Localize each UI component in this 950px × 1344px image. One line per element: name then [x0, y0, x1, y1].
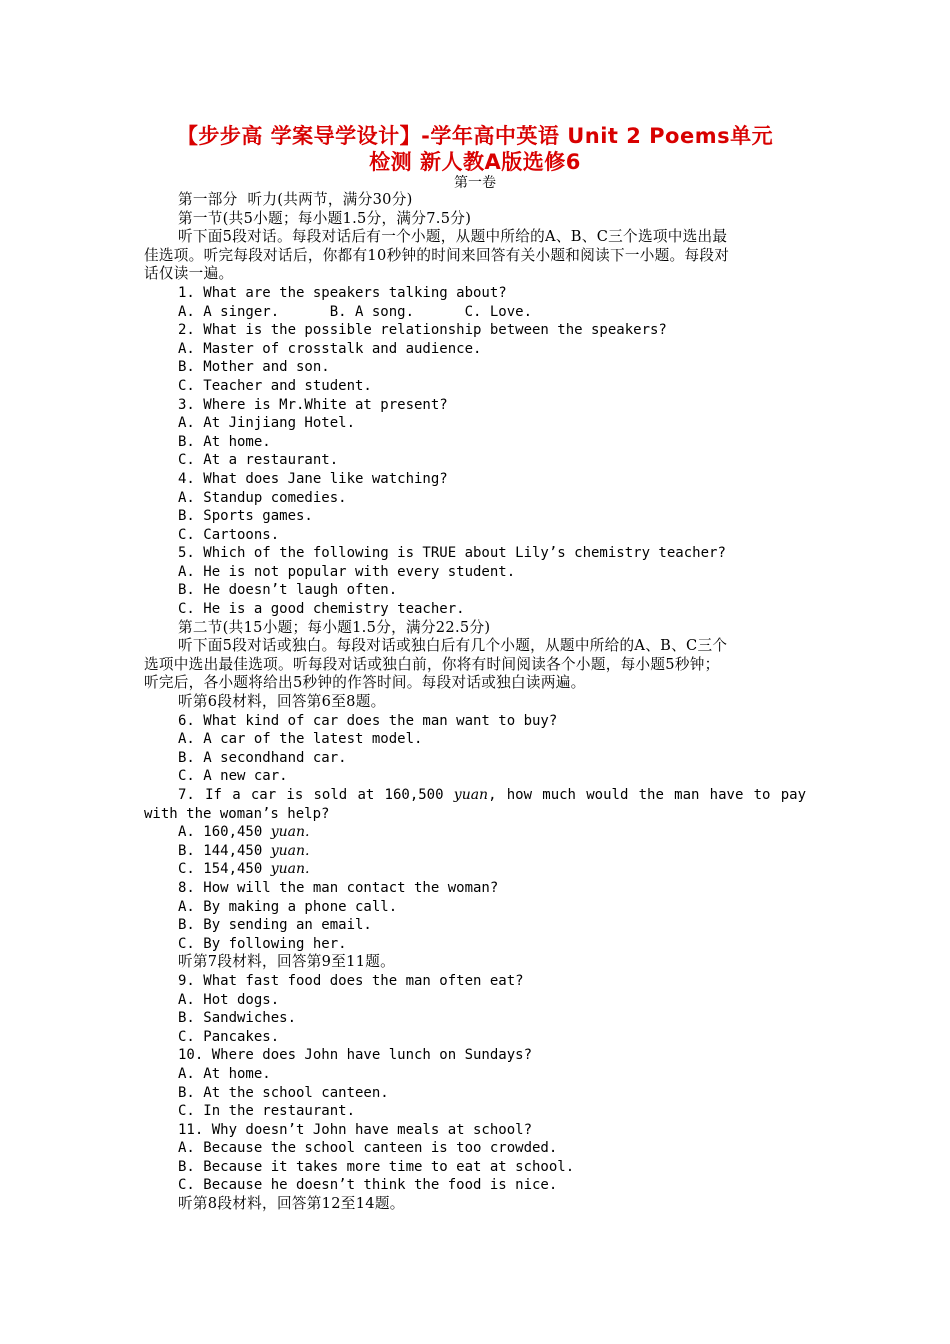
option-a-unit: yuan.	[270, 824, 310, 841]
question-6-option-a: A. A car of the latest model.	[178, 731, 423, 748]
question-10-option-b: B. At the school canteen.	[178, 1084, 389, 1101]
question-6: 6. What kind of car does the man want to buy?	[178, 712, 558, 729]
question-7-option-b	[144, 842, 806, 861]
question-5: 5. Which of the following is TRUE about Lily’s chemistry teacher?	[178, 545, 726, 562]
section1-instructions-1: 听下面5段对话。每段对话后有一个小题，从题中所给的A、B、C三个选项中选出最	[178, 228, 728, 246]
question-2-option-c: C. Teacher and student.	[178, 377, 372, 394]
question-2: 2. What is the possible relationship between the speakers?	[178, 322, 667, 339]
section1-heading: 第一节(共5小题；每小题1.5分，满分7.5分)	[178, 209, 472, 227]
question-9-option-a: A. Hot dogs.	[178, 991, 280, 1008]
part-heading: 第一部分 听力(共两节，满分30分)	[178, 191, 413, 208]
question-7-text-start: 7. If a car is sold at 160,500	[178, 787, 454, 803]
question-4-option-b: B. Sports games.	[178, 508, 313, 525]
material-6-note: 听第6段材料，回答第6至8题。	[178, 693, 386, 711]
question-8-option-b: B. By sending an email.	[178, 917, 372, 934]
question-7-text-end: , how much would the man have to pay	[488, 787, 806, 803]
question-7-option-a	[144, 823, 806, 842]
section2-heading: 第二节(共15小题；每小题1.5分，满分22.5分)	[178, 618, 491, 636]
question-3: 3. Where is Mr.White at present?	[178, 396, 448, 413]
question-7-yuan: yuan	[453, 787, 489, 803]
question-1: 1. What are the speakers talking about?	[178, 284, 507, 301]
question-7-continued: with the woman’s help?	[144, 805, 330, 822]
question-9-option-c: C. Pancakes.	[178, 1028, 280, 1045]
section1-instructions-2: 佳选项。听完每段对话后，你都有10秒钟的时间来回答有关小题和阅读下一小题。每段对	[144, 246, 730, 264]
question-11-option-b: B. Because it takes more time to eat at school.	[178, 1158, 575, 1175]
material-8-note: 听第8段材料，回答第12至14题。	[178, 1195, 405, 1213]
question-10: 10. Where does John have lunch on Sundays?	[178, 1047, 533, 1064]
listening-section	[144, 191, 806, 1214]
question-7-option-c	[144, 860, 806, 879]
question-8-option-a: A. By making a phone call.	[178, 898, 398, 915]
section2-instructions-2: 选项中选出最佳选项。听每段对话或独白前，你将有时间阅读各个小题，每小题5秒钟；	[144, 655, 720, 673]
question-4-option-a: A. Standup comedies.	[178, 489, 347, 506]
question-5-option-c: C. He is a good chemistry teacher.	[178, 601, 465, 618]
question-10-option-c: C. In the restaurant.	[178, 1103, 356, 1120]
question-6-option-b: B. A secondhand car.	[178, 749, 347, 766]
question-3-option-c: C. At a restaurant.	[178, 452, 339, 469]
volume-heading: 第一卷	[454, 175, 496, 191]
question-9: 9. What fast food does the man often eat?	[178, 972, 524, 989]
question-3-option-a: A. At Jinjiang Hotel.	[178, 415, 356, 432]
question-8: 8. How will the man contact the woman?	[178, 879, 499, 896]
option-c-unit: yuan.	[270, 861, 310, 878]
question-8-option-c: C. By following her.	[178, 935, 347, 952]
question-11-option-a: A. Because the school canteen is too crowded.	[178, 1140, 558, 1157]
option-c-amount: C. 154,450	[178, 861, 271, 878]
question-2-option-a: A. Master of crosstalk and audience.	[178, 340, 482, 357]
question-11-option-c: C. Because he doesn’t think the food is nice.	[178, 1177, 558, 1194]
question-3-option-b: B. At home.	[178, 433, 271, 450]
question-4: 4. What does Jane like watching?	[178, 470, 448, 487]
question-5-option-b: B. He doesn’t laugh often.	[178, 582, 398, 599]
question-4-option-c: C. Cartoons.	[178, 526, 280, 543]
document-title-line-1: 【步步高 学案导学设计】-学年高中英语 Unit 2 Poems单元	[176, 124, 774, 148]
section2-instructions-3: 听完后，各小题将给出5秒钟的作答时间。每段对话或独白读两遍。	[144, 674, 586, 692]
question-1-options: A. A singer. B. A song. C. Love.	[178, 303, 533, 320]
option-b-amount: B. 144,450	[178, 842, 271, 859]
document-title-line-2: 检测 新人教A版选修6	[369, 150, 581, 174]
question-7	[144, 786, 806, 805]
material-7-note: 听第7段材料，回答第9至11题。	[178, 953, 396, 971]
section1-instructions-3: 话仅读一遍。	[144, 265, 234, 283]
section2-instructions-1: 听下面5段对话或独白。每段对话或独白后有几个小题，从题中所给的A、B、C三个	[178, 637, 728, 655]
question-2-option-b: B. Mother and son.	[178, 359, 330, 376]
question-5-option-a: A. He is not popular with every student.	[178, 563, 516, 580]
question-6-option-c: C. A new car.	[178, 768, 288, 785]
question-9-option-b: B. Sandwiches.	[178, 1010, 297, 1027]
option-b-unit: yuan.	[270, 842, 310, 859]
question-10-option-a: A. At home.	[178, 1065, 271, 1082]
option-a-amount: A. 160,450	[178, 824, 271, 841]
question-11: 11. Why doesn’t John have meals at school?	[178, 1121, 533, 1138]
